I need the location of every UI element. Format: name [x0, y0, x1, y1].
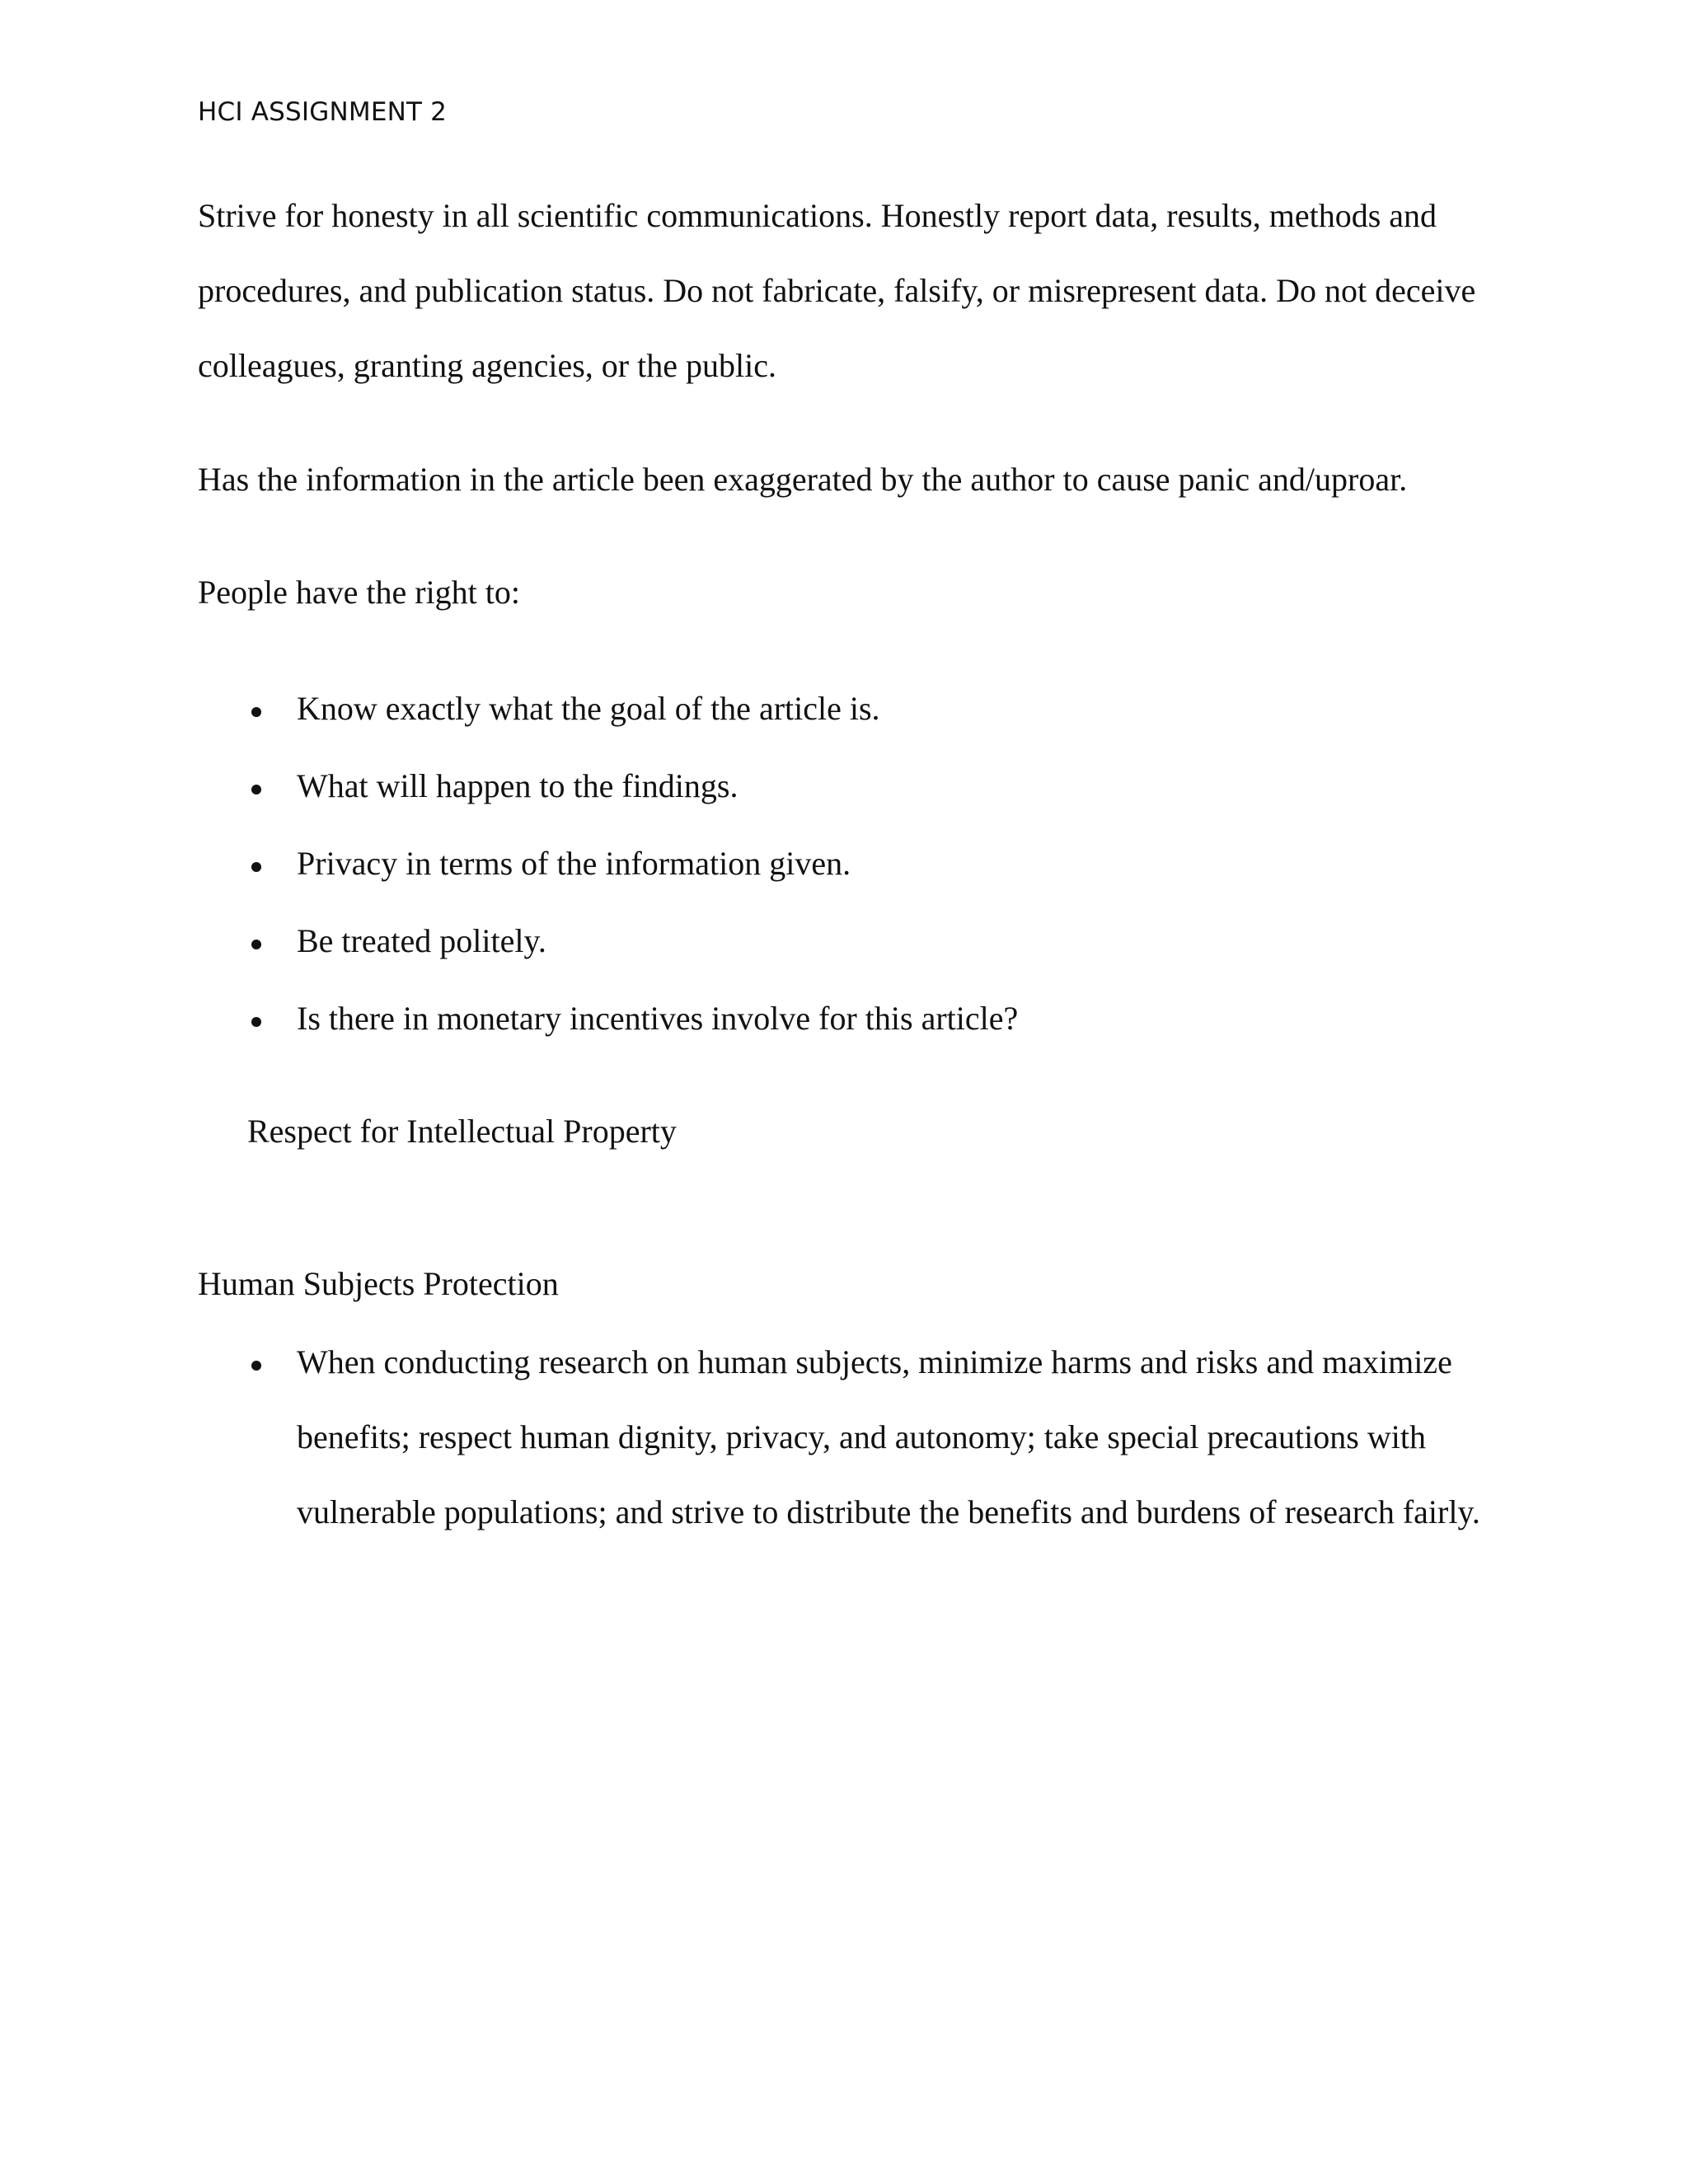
list-item-line: When conducting research on human subjects, minimize harms and risks and maximize: [297, 1343, 1452, 1380]
bullet-icon: [251, 940, 261, 949]
bullet-icon: [251, 785, 261, 794]
bullet-icon: [251, 1017, 261, 1027]
list-item-line: vulnerable populations; and strive to distribute the benefits and burdens of research fairly.: [297, 1493, 1480, 1530]
bullet-icon: [251, 1361, 261, 1371]
paragraph-line: Strive for honesty in all scientific communications. Honestly report data, results, methods and: [198, 197, 1437, 234]
paragraph-text: Has the information in the article been exaggerated by the author to cause panic and/uproar.: [198, 461, 1408, 498]
rights-intro: People have the right to:: [198, 574, 521, 611]
list-item-line: benefits; respect human dignity, privacy, and autonomy; take special precautions with: [297, 1418, 1426, 1455]
page-header: HCI ASSIGNMENT 2: [198, 97, 448, 127]
list-item: Be treated politely.: [297, 922, 546, 959]
bullet-icon: [251, 707, 261, 717]
paragraph-line: procedures, and publication status. Do not fabricate, falsify, or misrepresent data. Do not deceive: [198, 272, 1476, 309]
section-heading: Human Subjects Protection: [198, 1265, 559, 1302]
paragraph-line: colleagues, granting agencies, or the public.: [198, 347, 776, 384]
list-item: Privacy in terms of the information given.: [297, 845, 851, 882]
list-item: Is there in monetary incentives involve for this article?: [297, 1000, 1019, 1037]
section-heading: Respect for Intellectual Property: [247, 1113, 677, 1150]
list-item: Know exactly what the goal of the article is.: [297, 690, 880, 727]
list-item: What will happen to the findings.: [297, 767, 738, 804]
bullet-icon: [251, 862, 261, 872]
